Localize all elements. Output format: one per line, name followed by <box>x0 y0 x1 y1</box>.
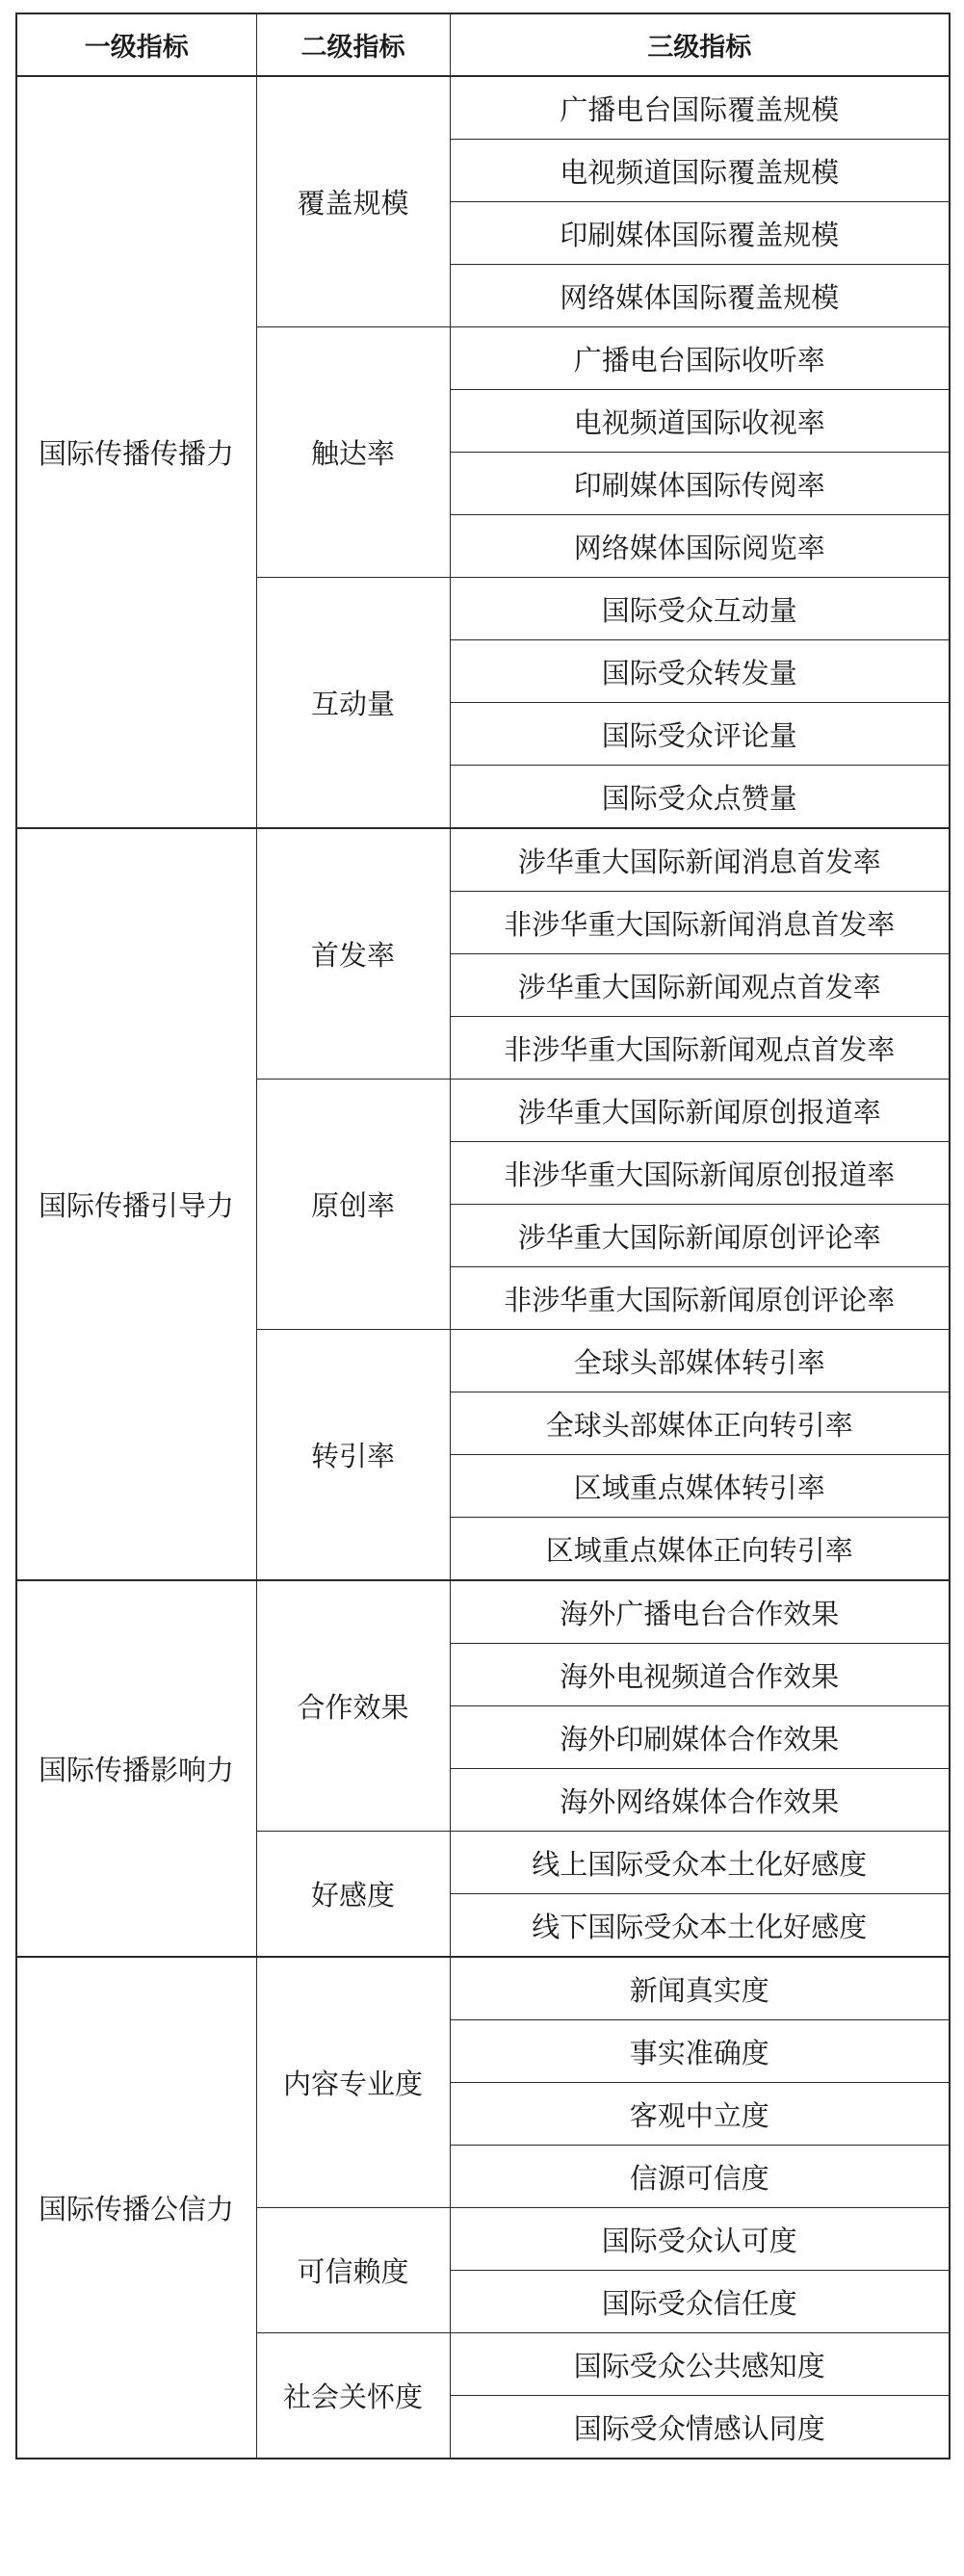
indicator-table-body <box>16 76 950 2459</box>
level-3-indicator: 国际受众互动量 <box>450 578 950 640</box>
table-row <box>16 828 950 892</box>
table-row <box>16 1957 950 2020</box>
level-2-indicator: 触达率 <box>256 327 450 578</box>
level-3-indicator: 广播电台国际收听率 <box>450 327 950 390</box>
level-3-indicator: 印刷媒体国际覆盖规模 <box>450 202 950 265</box>
level-2-indicator: 内容专业度 <box>256 1957 450 2208</box>
level-3-indicator: 涉华重大国际新闻消息首发率 <box>450 828 950 892</box>
level-2-indicator: 合作效果 <box>256 1580 450 1832</box>
level-2-indicator: 好感度 <box>256 1832 450 1958</box>
level-3-indicator: 印刷媒体国际传阅率 <box>450 453 950 515</box>
level-2-indicator: 社会关怀度 <box>256 2333 450 2459</box>
table-row <box>16 76 950 140</box>
indicator-table-container <box>15 13 951 2459</box>
level-2-indicator: 原创率 <box>256 1080 450 1330</box>
level-2-indicator: 覆盖规模 <box>256 76 450 327</box>
header-row <box>16 13 950 76</box>
level-3-indicator: 国际受众点赞量 <box>450 766 950 829</box>
table-row <box>16 1580 950 1644</box>
level-3-indicator: 非涉华重大国际新闻消息首发率 <box>450 892 950 954</box>
level-1-indicator: 国际传播公信力 <box>16 1957 256 2459</box>
level-3-indicator: 电视频道国际收视率 <box>450 390 950 453</box>
level-3-indicator: 网络媒体国际阅览率 <box>450 515 950 578</box>
level-3-indicator: 海外广播电台合作效果 <box>450 1580 950 1644</box>
level-3-indicator: 电视频道国际覆盖规模 <box>450 140 950 202</box>
level-3-indicator: 国际受众信任度 <box>450 2271 950 2333</box>
level-3-indicator: 海外电视频道合作效果 <box>450 1644 950 1706</box>
level-3-indicator: 涉华重大国际新闻原创评论率 <box>450 1205 950 1267</box>
level-3-indicator: 信源可信度 <box>450 2146 950 2208</box>
level-3-indicator: 非涉华重大国际新闻观点首发率 <box>450 1017 950 1080</box>
level-3-indicator: 海外印刷媒体合作效果 <box>450 1706 950 1769</box>
level-3-indicator: 海外网络媒体合作效果 <box>450 1769 950 1832</box>
level-2-indicator: 互动量 <box>256 578 450 829</box>
level-3-indicator: 事实准确度 <box>450 2020 950 2083</box>
level-2-indicator: 转引率 <box>256 1330 450 1581</box>
level-3-indicator: 线上国际受众本土化好感度 <box>450 1832 950 1894</box>
level-1-indicator: 国际传播引导力 <box>16 828 256 1580</box>
level-3-indicator: 国际受众评论量 <box>450 703 950 766</box>
header-level-1: 一级指标 <box>16 13 256 76</box>
level-3-indicator: 国际受众情感认同度 <box>450 2396 950 2459</box>
level-2-indicator: 可信赖度 <box>256 2208 450 2333</box>
level-3-indicator: 国际受众公共感知度 <box>450 2333 950 2396</box>
level-3-indicator: 非涉华重大国际新闻原创评论率 <box>450 1267 950 1330</box>
header-level-3: 三级指标 <box>450 13 950 76</box>
header-level-2: 二级指标 <box>256 13 450 76</box>
level-3-indicator: 全球头部媒体正向转引率 <box>450 1392 950 1455</box>
level-3-indicator: 国际受众转发量 <box>450 640 950 703</box>
level-3-indicator: 客观中立度 <box>450 2083 950 2146</box>
level-3-indicator: 全球头部媒体转引率 <box>450 1330 950 1392</box>
level-3-indicator: 涉华重大国际新闻观点首发率 <box>450 954 950 1017</box>
level-3-indicator: 网络媒体国际覆盖规模 <box>450 265 950 327</box>
level-3-indicator: 非涉华重大国际新闻原创报道率 <box>450 1142 950 1205</box>
indicator-table <box>15 13 951 2459</box>
level-1-indicator: 国际传播影响力 <box>16 1580 256 1957</box>
level-3-indicator: 国际受众认可度 <box>450 2208 950 2271</box>
level-1-indicator: 国际传播传播力 <box>16 76 256 828</box>
level-3-indicator: 涉华重大国际新闻原创报道率 <box>450 1080 950 1142</box>
level-3-indicator: 新闻真实度 <box>450 1957 950 2020</box>
level-3-indicator: 广播电台国际覆盖规模 <box>450 76 950 140</box>
level-3-indicator: 区域重点媒体正向转引率 <box>450 1518 950 1581</box>
level-2-indicator: 首发率 <box>256 828 450 1080</box>
level-3-indicator: 区域重点媒体转引率 <box>450 1455 950 1518</box>
level-3-indicator: 线下国际受众本土化好感度 <box>450 1894 950 1958</box>
